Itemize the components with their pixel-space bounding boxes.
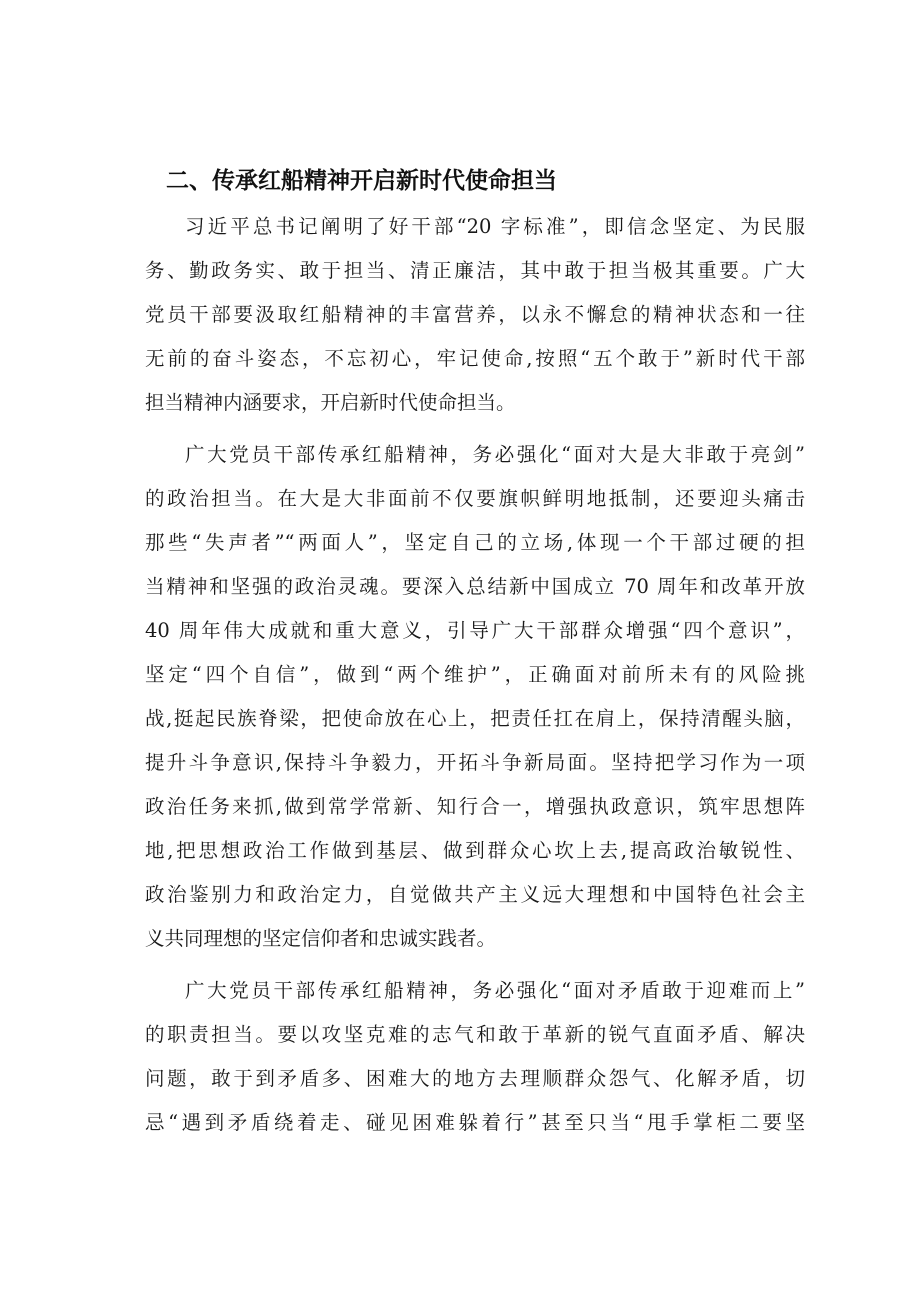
paragraph-line: 坚定“四个自信”，做到“两个维护”，正确面对前所未有的风险挑 [145,663,805,686]
paragraph-line: 问题，敢于到矛盾多、困难大的地方去理顺群众怨气、化解矛盾，切 [145,1067,805,1090]
paragraph-line: 的职责担当。要以攻坚克难的志气和敢于革新的锐气直面矛盾、解决 [145,1023,805,1046]
paragraph-line: 的政治担当。在大是大非面前不仅要旗帜鲜明地抵制，还要迎头痛击 [145,487,805,510]
paragraph-line: 无前的奋斗姿态，不忘初心，牢记使命,按照“五个敢于”新时代干部 [145,347,805,370]
paragraph-line: 40 周年伟大成就和重大意义，引导广大干部群众增强“四个意识”， [145,619,805,642]
paragraph-line: 习近平总书记阐明了好干部“20 字标准”，即信念坚定、为民服 [185,215,805,238]
section-heading: 二、传承红船精神开启新时代使命担当 [166,168,557,194]
paragraph-line: 提升斗争意识,保持斗争毅力，开拓斗争新局面。坚持把学习作为一项 [145,751,805,774]
paragraph-line: 政治任务来抓,做到常学常新、知行合一，增强执政意识，筑牢思想阵 [145,795,805,818]
body-text [145,205,805,1153]
paragraph-line: 当精神和坚强的政治灵魂。要深入总结新中国成立 70 周年和改革开放 [145,575,805,598]
paragraph-line: 那些“失声者”“两面人”，坚定自己的立场,体现一个干部过硬的担 [145,531,805,554]
paragraph-line: 党员干部要汲取红船精神的丰富营养，以永不懈怠的精神状态和一往 [145,303,805,326]
paragraph-line: 务、勤政务实、敢于担当、清正廉洁，其中敢于担当极其重要。广大 [145,259,805,282]
paragraph-1 [145,205,805,425]
paragraph-line: 忌“遇到矛盾绕着走、碰见困难躲着行”甚至只当“甩手掌柜二要坚 [145,1111,805,1134]
paragraph-2 [145,433,805,961]
paragraph-line: 广大党员干部传承红船精神，务必强化“面对大是大非敢于亮剑” [185,443,805,466]
paragraph-line: 广大党员干部传承红船精神，务必强化“面对矛盾敢于迎难而上” [185,979,805,1002]
paragraph-line: 义共同理想的坚定信仰者和忠诚实践者。 [145,927,497,950]
paragraph-line: 担当精神内涵要求，开启新时代使命担当。 [145,391,516,414]
paragraph-line: 政治鉴别力和政治定力，自觉做共产主义远大理想和中国特色社会主 [145,883,805,906]
paragraph-line: 战,挺起民族脊梁，把使命放在心上，把责任扛在肩上，保持清醒头脑， [145,707,805,730]
paragraph-3 [145,969,805,1145]
paragraph-line: 地,把思想政治工作做到基层、做到群众心坎上去,提高政治敏锐性、 [145,839,805,862]
